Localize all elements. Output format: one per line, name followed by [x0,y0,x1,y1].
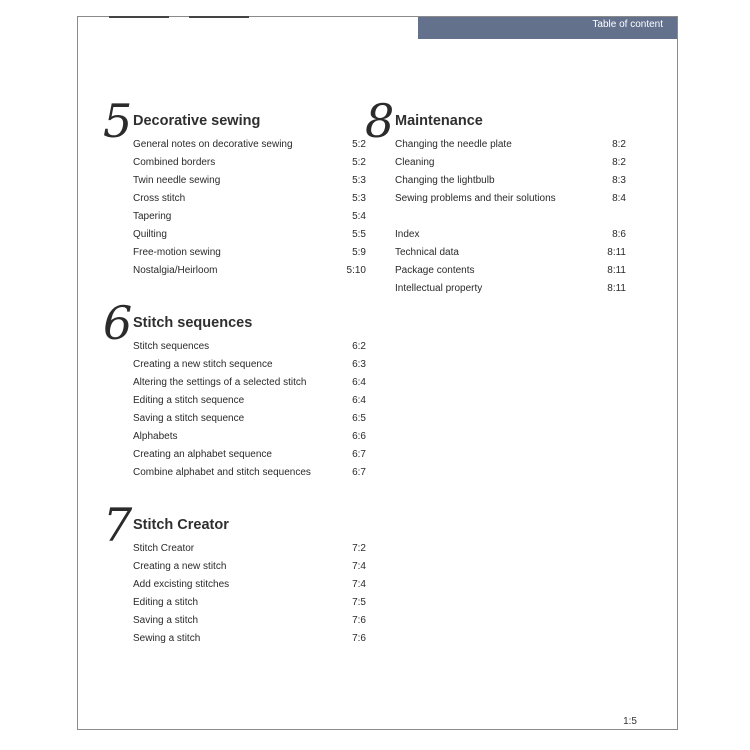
entry-page: 8:2 [612,157,626,168]
entry-label: Stitch Creator [133,543,195,554]
toc-entry[interactable] [133,136,366,154]
list-spacer [395,208,626,226]
entry-page: 7:2 [352,543,366,554]
entry-label: Saving a stitch [133,615,199,626]
entry-page: 6:4 [352,377,366,388]
entry-page: 6:2 [352,341,366,352]
chapter-title: Decorative sewing [133,113,261,129]
chapter-number: 7 [103,498,133,552]
chapter-entries [133,136,366,280]
entry-label: Twin needle sewing [133,175,221,186]
entry-page: 5:10 [346,265,366,276]
entry-page: 6:6 [352,431,366,442]
entry-page: 5:3 [352,175,366,186]
entry-page: 8:6 [612,229,626,240]
entry-label: Combine alphabet and stitch sequences [133,467,311,478]
toc-entry[interactable] [133,558,366,576]
chapter-number: 5 [103,94,133,148]
entry-label: General notes on decorative sewing [133,139,293,150]
entry-label: Editing a stitch sequence [133,395,245,406]
entry-label: Index [395,229,420,240]
toc-entry[interactable] [395,262,626,280]
toc-entry[interactable] [133,190,366,208]
entry-page: 8:4 [612,193,626,204]
entry-page: 8:11 [607,283,626,294]
toc-entry[interactable] [133,154,366,172]
toc-entry[interactable] [133,612,366,630]
entry-page: 7:4 [352,561,366,572]
toc-entry[interactable] [133,338,366,356]
entry-label: Technical data [395,247,459,258]
chapter-number: 8 [365,94,395,148]
entry-label: Intellectual property [395,283,483,294]
chapter-entries [395,136,626,298]
toc-entry[interactable] [395,244,626,262]
toc-entry[interactable] [133,208,366,226]
toc-entry[interactable] [133,540,366,558]
entry-label: Editing a stitch [133,597,199,608]
toc-entry[interactable] [395,172,626,190]
top-rule-mark [189,16,249,18]
toc-entry[interactable] [395,136,626,154]
entry-label: Sewing problems and their solutions [395,193,556,204]
entry-label: Alphabets [133,431,178,442]
chapter-entries [133,540,366,648]
entry-page: 6:4 [352,395,366,406]
entry-page: 7:5 [352,597,366,608]
entry-page: 8:3 [612,175,626,186]
toc-entry[interactable] [133,410,366,428]
toc-entry[interactable] [395,226,626,244]
entry-page: 7:4 [352,579,366,590]
chapter-number: 6 [103,296,133,350]
toc-entry[interactable] [133,630,366,648]
entry-page: 7:6 [352,633,366,644]
toc-entry[interactable] [133,428,366,446]
toc-entry[interactable] [133,244,366,262]
entry-label: Package contents [395,265,475,276]
entry-page: 7:6 [352,615,366,626]
document-page [77,16,678,730]
entry-page: 5:5 [352,229,366,240]
entry-label: Cross stitch [133,193,186,204]
entry-label: Changing the needle plate [395,139,512,150]
entry-page: 5:9 [352,247,366,258]
page-number: 1:5 [623,716,637,727]
toc-entry[interactable] [133,226,366,244]
entry-label: Creating a new stitch [133,561,227,572]
toc-entry[interactable] [395,154,626,172]
entry-page: 6:7 [352,449,366,460]
toc-entry[interactable] [133,446,366,464]
top-rule-mark [109,16,169,18]
section-header-bar [418,17,677,39]
entry-label: Creating a new stitch sequence [133,359,273,370]
chapter-entries [133,338,366,482]
toc-entry[interactable] [395,190,626,208]
toc-entry[interactable] [395,280,626,298]
toc-entry[interactable] [133,374,366,392]
header-title: Table of content [592,19,663,30]
entry-page: 6:7 [352,467,366,478]
entry-label: Nostalgia/Heirloom [133,265,218,276]
entry-page: 6:5 [352,413,366,424]
entry-label: Tapering [133,211,172,222]
entry-page: 5:2 [352,157,366,168]
entry-page: 8:2 [612,139,626,150]
entry-page: 5:2 [352,139,366,150]
entry-page: 8:11 [607,247,626,258]
entry-label: Altering the settings of a selected stitch [133,377,307,388]
entry-label: Combined borders [133,157,216,168]
chapter-title: Maintenance [395,113,483,129]
toc-entry[interactable] [133,392,366,410]
entry-page: 5:4 [352,211,366,222]
entry-label: Stitch sequences [133,341,210,352]
entry-label: Free-motion sewing [133,247,221,258]
entry-label: Changing the lightbulb [395,175,495,186]
chapter-title: Stitch Creator [133,517,229,533]
toc-entry[interactable] [133,172,366,190]
entry-page: 8:11 [607,265,626,276]
toc-entry[interactable] [133,356,366,374]
entry-page: 6:3 [352,359,366,370]
entry-page: 5:3 [352,193,366,204]
entry-label: Saving a stitch sequence [133,413,245,424]
entry-label: Sewing a stitch [133,633,201,644]
toc-entry[interactable] [133,262,366,280]
entry-label: Cleaning [395,157,435,168]
entry-label: Add excisting stitches [133,579,230,590]
toc-entry[interactable] [133,576,366,594]
toc-entry[interactable] [133,594,366,612]
entry-label: Creating an alphabet sequence [133,449,272,460]
toc-entry[interactable] [133,464,366,482]
entry-label: Quilting [133,229,167,240]
chapter-title: Stitch sequences [133,315,253,331]
